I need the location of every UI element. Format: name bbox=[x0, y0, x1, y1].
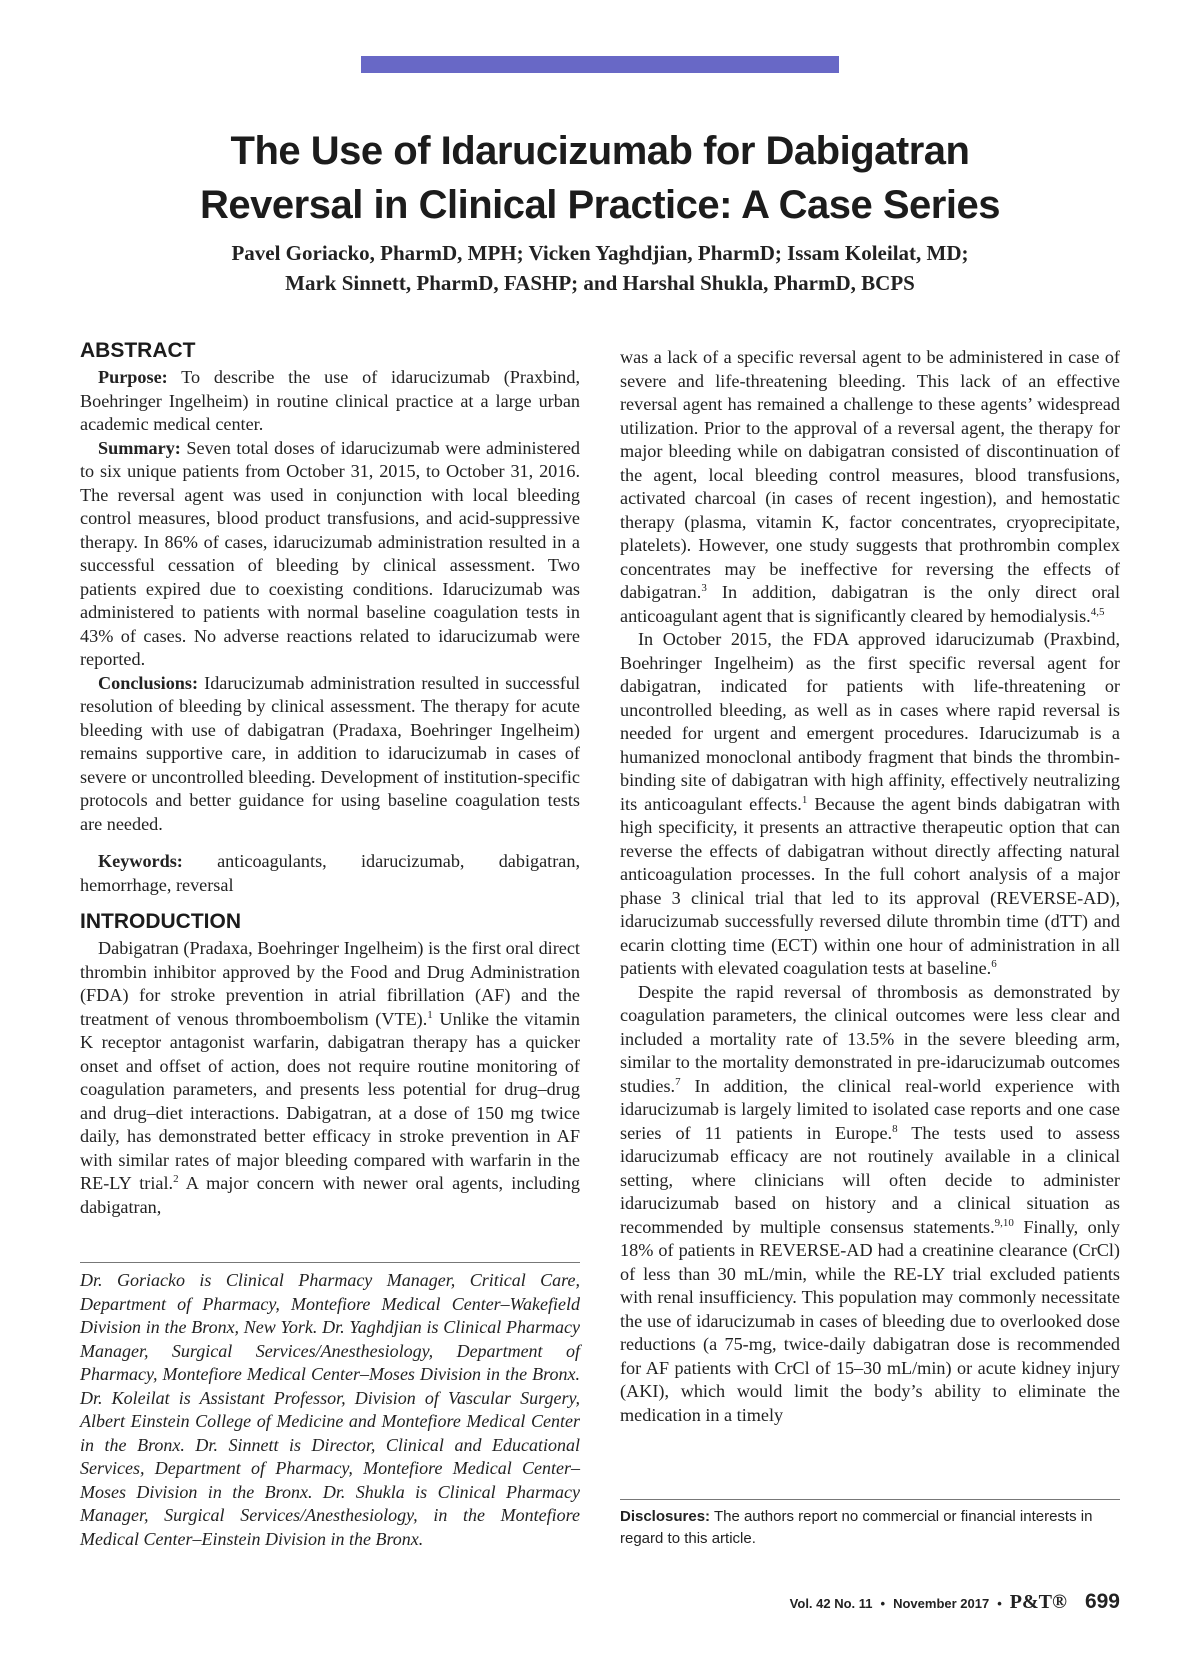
intro-r1-text-b: In addition, dabigatran is the only direct oral anticoagulant agent that is significantly cleared by hemodialysis. bbox=[620, 582, 1120, 626]
author-list bbox=[0, 238, 1200, 298]
title-line-2: Reversal in Clinical Practice: A Case Series bbox=[200, 183, 1000, 227]
conclusions-text: Idarucizumab administration resulted in successful resolution of bleeding by clinical assessment. The therapy for acute bleeding with use of dabigatran (Pradaxa, Boehringer Ingelheim) remains supportive care, in addition to idarucizumab in cases of severe or uncontrolled bleeding. Development of institution-specific protocols and better guidance for using baseline coagulation tests are needed. bbox=[80, 672, 580, 834]
conclusions-label: Conclusions: bbox=[98, 672, 199, 693]
keywords-label: Keywords: bbox=[98, 851, 183, 871]
footer-separator: • bbox=[997, 1596, 1002, 1611]
introduction-heading: INTRODUCTION bbox=[80, 910, 241, 933]
left-column bbox=[80, 338, 580, 1219]
purpose-text: To describe the use of idarucizumab (Praxbind, Boehringer Ingelheim) in routine clinical practice at a large urban academic medical center. bbox=[80, 367, 580, 434]
abstract-heading: ABSTRACT bbox=[80, 339, 196, 362]
spacer bbox=[80, 836, 580, 850]
right-column bbox=[620, 346, 1120, 1427]
intro-r3-text-b: In addition, the clinical real-world experience with idarucizumab is largely limited to isolated case reports and one case series of 11 patients in Europe. bbox=[620, 1075, 1120, 1143]
reference-marker: 6 bbox=[991, 957, 997, 970]
intro-r1-text-a: was a lack of a specific reversal agent to be administered in case of severe and life-threatening bleeding. This lack of an effective reversal agent has remained a challenge to these agents’ widespread utilization. Prior to the approval of a reversal agent, the therapy for major bleeding while on dabigatran consisted of discontinuation of the agent, local bleeding control measures, blood transfusions, activated charcoal (in cases of recent ingestion), and hemostatic therapy (plasma, vitamin K, factor concentrates, cryoprecipitate, platelets). However, one study suggests that prothrombin complex concentrates may be ineffective for reversing the effects of dabigatran. bbox=[620, 347, 1120, 602]
purpose-label: Purpose: bbox=[98, 367, 168, 387]
summary-text: Seven total doses of idarucizumab were administered to six unique patients from October 31, 2015, to October 31, 2016. The reversal agent was used in conjunction with local bleeding control measures, blood product transfusions, and acid-suppressive therapy. In 86% of cases, idarucizumab administration resulted in a successful cessation of bleeding by clinical assessment. Two patients expired due to coexisting conditions. Idarucizumab was administered to patients with normal baseline coagulation tests in 43% of cases. No adverse reactions related to idarucizumab were reported. bbox=[80, 437, 580, 669]
reference-marker: 1 bbox=[801, 793, 808, 806]
intro-r2-text-a: In October 2015, the FDA approved idarucizumab (Praxbind, Boehringer Ingelheim) as the first specific reversal agent for dabigatran, indicated for patients with life-threatening or uncontrolled bleeding, as well as in cases where rapid reversal is needed for urgent and emergent procedures. Idarucizumab is a humanized monoclonal antibody fragment that binds the thrombin-binding site of dabigatran with high affinity, effectively neutralizing its anticoagulant effects. bbox=[620, 629, 1120, 814]
authors-line-1: Pavel Goriacko, PharmD, MPH; Vicken Yaghdjian, PharmD; Issam Koleilat, MD; bbox=[231, 241, 969, 265]
intro-paragraph-1-continued bbox=[620, 346, 1120, 628]
author-affiliations: Dr. Goriacko is Clinical Pharmacy Manager, Critical Care, Department of Pharmacy, Montefiore Medical Center–Wakefield Division in the Bronx, New York. Dr. Yaghdjian is Clinical Pharmacy Manager, Surgical Services/Anesthesiology, Department of Pharmacy, Montefiore Medical Center–Moses Division in the Bronx. Dr. Koleilat is Assistant Professor, Division of Vascular Surgery, Albert Einstein College of Medicine and Montefiore Medical Center in the Bronx. Dr. Sinnett is Director, Clinical and Educational Services, Department of Pharmacy, Montefiore Medical Center–Moses Division in the Bronx. Dr. Shukla is Clinical Pharmacy Manager, Surgical Services/Anesthesiology, in the Montefiore Medical Center–Einstein Division in the Bronx. bbox=[80, 1262, 580, 1551]
article-title bbox=[0, 124, 1200, 232]
page-footer bbox=[790, 1590, 1120, 1614]
reference-marker: 2 bbox=[173, 1172, 179, 1185]
intro-p1-text-a: Dabigatran (Pradaxa, Boehringer Ingelheim) is the first oral direct thrombin inhibitor approved by the Food and Drug Administration (FDA) for stroke prevention in atrial fibrillation (AF) and the treatment of venous thromboembolism (VTE). bbox=[80, 938, 580, 1029]
intro-p1-text-c: A major concern with newer oral agents, including dabigatran, bbox=[80, 1173, 580, 1217]
intro-paragraph-1 bbox=[80, 937, 580, 1219]
page-number: 699 bbox=[1084, 1590, 1120, 1613]
authors-line-2: Mark Sinnett, PharmD, FASHP; and Harshal Shukla, PharmD, BCPS bbox=[285, 271, 915, 295]
intro-r3-text-d: Finally, only 18% of patients in REVERSE-AD had a creatinine clearance (CrCl) of less than 30 mL/min, while the RE-LY trial excluded patients with renal insufficiency. This population may commonly necessitate the use of idarucizumab in cases of bleeding due to overlooked dose reductions (a 75-mg, twice-daily dabigatran dose is recommended for AF patients with CrCl of 15–30 mL/min) or acute kidney injury (AKI), which would limit the body’s ability to eliminate the medication in a timely bbox=[620, 1216, 1120, 1425]
reference-marker: 7 bbox=[675, 1075, 681, 1088]
keywords-text: anticoagulants, idarucizumab, dabigatran, hemorrhage, reversal bbox=[80, 851, 580, 895]
header-accent-bar bbox=[361, 56, 839, 73]
issue-date: November 2017 bbox=[893, 1596, 990, 1611]
reference-marker: 4,5 bbox=[1090, 605, 1105, 618]
reference-marker: 8 bbox=[892, 1122, 898, 1135]
disclosures-label: Disclosures: bbox=[620, 1508, 711, 1525]
disclosures-text: The authors report no commercial or financial interests in regard to this article. bbox=[620, 1508, 1093, 1547]
abstract-conclusions bbox=[80, 672, 580, 837]
reference-marker: 9,10 bbox=[994, 1216, 1014, 1229]
intro-r2-text-b: Because the agent binds dabigatran with high specificity, it presents an attractive therapeutic option that can reverse the effects of dabigatran without directly affecting natural anticoagulation processes. In the full cohort analysis of a major phase 3 clinical trial that led to its approval (REVERSE-AD), idarucizumab successfully reversed dilute thrombin time (dTT) and ecarin clotting time (ECT) within one hour of administration in all patients with elevated coagulation tests at baseline. bbox=[620, 793, 1120, 978]
title-line-1: The Use of Idarucizumab for Dabigatran bbox=[230, 129, 970, 173]
intro-r3-text-c: The tests used to assess idarucizumab efficacy are not routinely available in a clinical setting, where clinicians will often decide to administer idarucizumab based on history and a clinical situation as recommended by multiple consensus statements. bbox=[620, 1122, 1120, 1237]
reference-marker: 3 bbox=[701, 581, 707, 594]
spacer bbox=[80, 897, 580, 909]
intro-p1-text-b: Unlike the vitamin K receptor antagonist warfarin, dabigatran therapy has a quicker onset and offset of action, does not require routine monitoring of coagulation parameters, and presents less potential for drug–drug and drug–diet interactions. Dabigatran, at a dose of 150 mg twice daily, has demonstrated better efficacy in stroke prevention in AF with similar rates of major bleeding compared with warfarin in the RE-LY trial. bbox=[80, 1008, 580, 1193]
journal-name: P&T® bbox=[1009, 1591, 1067, 1613]
summary-label: Summary: bbox=[98, 437, 181, 458]
intro-paragraph-2 bbox=[620, 628, 1120, 981]
footer-separator: • bbox=[880, 1596, 886, 1611]
issue-info: Vol. 42 No. 11 bbox=[789, 1596, 873, 1611]
abstract-purpose bbox=[80, 366, 580, 437]
reference-marker: 1 bbox=[427, 1008, 433, 1021]
intro-paragraph-3 bbox=[620, 981, 1120, 1428]
keywords bbox=[80, 850, 580, 897]
abstract-summary bbox=[80, 437, 580, 672]
disclosures bbox=[620, 1499, 1120, 1550]
intro-r3-text-a: Despite the rapid reversal of thrombosis as demonstrated by coagulation parameters, the clinical outcomes were less clear and included a mortality rate of 13.5% in the severe bleeding arm, similar to the mortality demonstrated in pre-idarucizumab outcomes studies. bbox=[620, 981, 1120, 1096]
